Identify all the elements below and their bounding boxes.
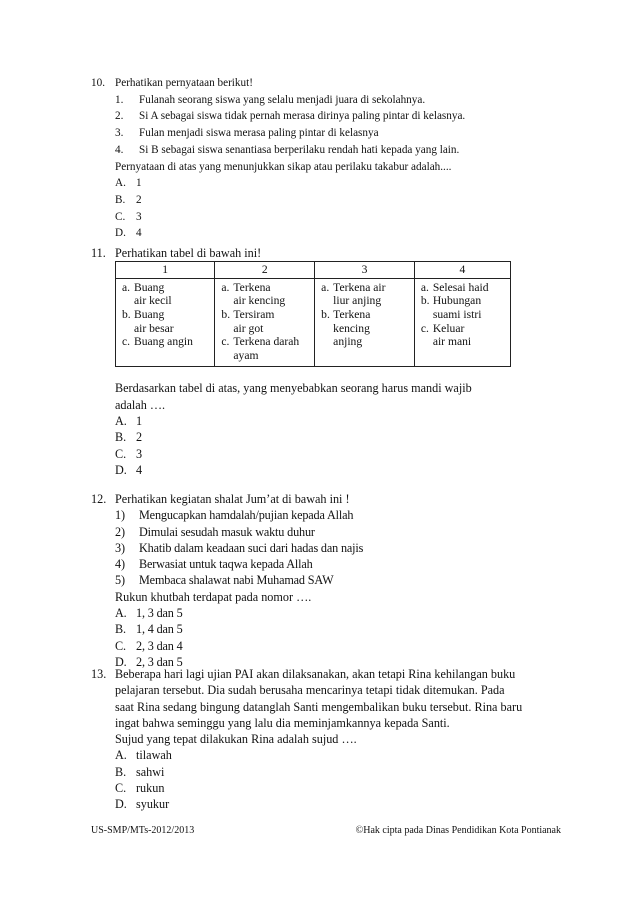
list-item: 2) Dimulai sesudah masuk waktu duhur bbox=[115, 524, 315, 539]
question-text: Perhatikan tabel di bawah ini! bbox=[115, 246, 262, 260]
option-b[interactable]: B. 2 bbox=[115, 430, 143, 445]
list-item: 5) Membaca shalawat nabi Muhamad SAW bbox=[115, 573, 334, 588]
question-13 bbox=[91, 666, 561, 813]
footer-copyright: ©Hak cipta pada Dinas Pendidikan Kota Pontianak bbox=[355, 825, 561, 836]
question-11 bbox=[91, 245, 561, 478]
option-b[interactable]: B. sahwi bbox=[115, 764, 165, 779]
option-c[interactable]: C. rukun bbox=[115, 781, 165, 796]
option-c[interactable]: C. 2, 3 dan 4 bbox=[115, 638, 183, 653]
option-c[interactable]: C. 3 bbox=[115, 210, 142, 223]
table-header: 4 bbox=[414, 262, 510, 279]
question-line: ingat bahwa seminggu yang lalu dia meminjamkannya kepada Santi. bbox=[115, 715, 450, 730]
option-d[interactable]: D. syukur bbox=[115, 797, 170, 812]
statement-item: 2. Si A sebagai siswa tidak pernah merasa dirinya paling pintar di kelasnya. bbox=[115, 110, 466, 123]
option-c[interactable]: C. 3 bbox=[115, 446, 143, 461]
option-d[interactable]: D. 2, 3 dan 5 bbox=[115, 654, 183, 669]
table-header: 3 bbox=[315, 262, 415, 279]
statement-item: 1. Fulanah seorang siswa yang selalu menjadi juara di sekolahnya. bbox=[115, 93, 426, 106]
list-item: 1) Mengucapkan hamdalah/pujian kepada Allah bbox=[115, 508, 354, 523]
question-prompt: Pernyataan di atas yang menunjukkan sikap atau perilaku takabur adalah.... bbox=[115, 160, 452, 173]
question-text: Perhatikan kegiatan shalat Jum’at di bawah ini ! bbox=[115, 492, 350, 506]
question-text: Perhatikan pernyataan berikut! bbox=[115, 77, 253, 89]
option-b[interactable]: B. 1, 4 dan 5 bbox=[115, 622, 183, 637]
list-item: 4) Berwasiat untuk taqwa kepada Allah bbox=[115, 557, 313, 572]
question-12 bbox=[91, 491, 561, 670]
table-cell: a. Terkena air liur anjing b. Terkena kencing anjing bbox=[315, 278, 415, 367]
option-b[interactable]: B. 2 bbox=[115, 193, 142, 206]
statement-item: 4. Si B sebagai siswa senantiasa berperilaku rendah hati kepada yang lain. bbox=[115, 143, 460, 156]
question-prompt: Sujud yang tepat dilakukan Rina adalah sujud …. bbox=[115, 732, 357, 747]
question-prompt: Rukun khutbah terdapat pada nomor …. bbox=[115, 589, 312, 604]
option-d[interactable]: D. 4 bbox=[115, 227, 142, 240]
statement-item: 3. Fulan menjadi siswa merasa paling pintar di kelasnya bbox=[115, 127, 379, 140]
footer-exam-code: US-SMP/MTs-2012/2013 bbox=[91, 825, 195, 836]
table-cell: a. Terkena air kencing b. Tersiram air got c. Terkena darah ayam bbox=[215, 278, 315, 367]
question-number: 12. bbox=[91, 492, 107, 506]
option-a[interactable]: A. 1 bbox=[115, 177, 142, 190]
question-line: Beberapa hari lagi ujian PAI akan dilaksanakan, akan tetapi Rina kehilangan buku bbox=[115, 667, 516, 681]
question-prompt: Berdasarkan tabel di atas, yang menyebabkan seorang harus mandi wajib adalah …. bbox=[115, 381, 472, 412]
option-a[interactable]: A. 1 bbox=[115, 414, 143, 429]
question-number: 11. bbox=[91, 246, 106, 260]
option-a[interactable]: A. tilawah bbox=[115, 748, 172, 763]
question-line: pelajaran tersebut. Dia sudah berusaha mencarinya tetapi tidak ditemukan. Pada bbox=[115, 683, 505, 698]
table-cell: a. Buang air kecil b. Buang air besar c. Buang angin bbox=[116, 278, 215, 367]
page-footer bbox=[91, 825, 561, 836]
question-number: 13. bbox=[91, 667, 107, 681]
question-number: 10. bbox=[91, 77, 105, 89]
question-line: saat Rina sedang bingung datanglah Santi mengembalikan buku tersebut. Rina baru bbox=[115, 699, 523, 714]
table-cell: a. Selesai haid b. Hubungan suami istri c. Keluar air mani bbox=[414, 278, 510, 367]
question-10 bbox=[91, 75, 561, 242]
option-d[interactable]: D. 4 bbox=[115, 462, 143, 477]
table-header: 1 bbox=[116, 262, 215, 279]
table-header: 2 bbox=[215, 262, 315, 279]
list-item: 3) Khatib dalam keadaan suci dari hadas dan najis bbox=[115, 540, 364, 555]
cause-table bbox=[115, 261, 511, 367]
option-a[interactable]: A. 1, 3 dan 5 bbox=[115, 606, 183, 621]
